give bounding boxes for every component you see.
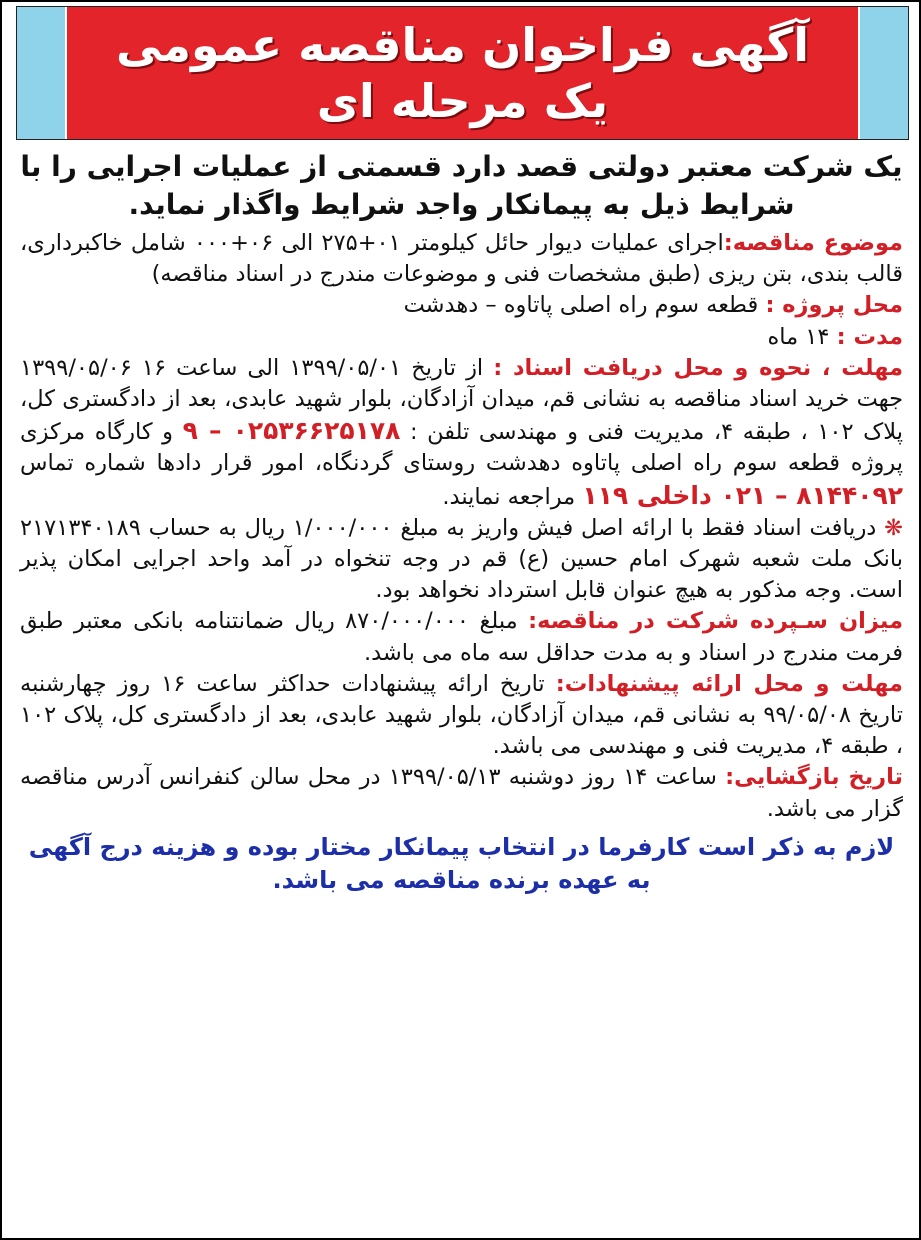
phone-number-tehran-office: ۰۲۵۳۶۶۲۵۱۷۸ – ۹ bbox=[182, 416, 401, 446]
location-section bbox=[20, 290, 903, 321]
deposit-section bbox=[20, 606, 903, 668]
documents-text-2: و کارگاه مرکزی پروژه قطعه سوم راه اصلی پاتاوه دهدشت روستای گردنگاه، امور قرار دادها شماره تماس bbox=[20, 419, 903, 477]
footer-note: لازم به ذکر است کارفرما در انتخاب پیمانکار مختار بوده و هزینه درج آگهی به عهده برنده مناقصه می باشد. bbox=[28, 832, 895, 894]
deposit-text: مبلغ ۸۷۰/۰۰۰/۰۰۰ ریال ضمانتنامه بانکی معتبر طبق فرمت مندرج در اسناد و به مدت حداقل سه ماه می باشد. bbox=[20, 608, 903, 666]
duration-text: ۱۴ ماه bbox=[767, 323, 830, 350]
deposit-label: میزان سـپرده شرکت در مناقصه: bbox=[528, 608, 904, 635]
opening-label: تاریخ بازگشایی: bbox=[725, 764, 904, 791]
proposals-label: مهلت و محل ارائه پیشنهادات: bbox=[555, 670, 903, 697]
documents-section bbox=[20, 353, 903, 513]
subject-section bbox=[20, 228, 903, 290]
proposals-text: تاریخ ارائه پیشنهادات حداکثر ساعت ۱۶ روز چهارشنبه تاریخ ۹۹/۰۵/۰۸ به نشانی قم، میدان آزادگان، بلوار شهید عابدی، بعد از دادگستری کل، پلاک ۱۰۲ ، طبقه ۴، مدیریت فنی و مهندسی می باشد. bbox=[20, 670, 904, 760]
header-banner bbox=[65, 7, 860, 139]
opening-section bbox=[20, 762, 903, 824]
asterisk-icon: ❋ bbox=[884, 514, 904, 541]
duration-label: مدت : bbox=[836, 323, 903, 350]
documents-label: مهلت ، نحوه و محل دریافت اسناد : bbox=[493, 354, 904, 381]
notice-body bbox=[20, 148, 903, 1232]
duration-section bbox=[20, 322, 903, 353]
documents-text-1: از تاریخ ۱۳۹۹/۰۵/۰۱ الی ساعت ۱۶ ۱۳۹۹/۰۵/۰۶ جهت خرید اسناد مناقصه به نشانی قم، میدان آزادگان، بلوار شهید عابدی، بعد از دادگستری کل، پلاک ۱۰۲ ، طبقه ۴، مدیریت فنی و مهندسی تلفن : bbox=[20, 354, 903, 446]
location-text: قطعه سوم راه اصلی پاتاوه – دهدشت bbox=[403, 292, 759, 319]
notice-title: آگهی فراخوان مناقصه عمومی bbox=[116, 18, 809, 72]
notice-subtitle: یک مرحله ای bbox=[316, 74, 609, 128]
note-text: دریافت اسناد فقط با ارائه اصل فیش واریز به مبلغ ۱/۰۰۰/۰۰۰ ریال به حساب ۲۱۷۱۳۴۰۱۸۹ بانک ملت شعبه شهرک امام حسین (ع) قم در وجه تنخواه در آمد واحد اجرایی امکان پذیر است. وجه مذکور به هیچ عنوان قابل استرداد نخواهد بود. bbox=[20, 514, 903, 604]
header-banner-frame bbox=[16, 6, 909, 140]
documents-text-3: مراجعه نمایند. bbox=[442, 483, 576, 510]
note-section bbox=[20, 513, 903, 607]
proposals-section bbox=[20, 669, 903, 763]
subject-label: موضوع مناقصه: bbox=[723, 230, 903, 256]
phone-number-site: ۸۱۴۴۰۹۲ – ۰۲۱ داخلی ۱۱۹ bbox=[582, 480, 903, 510]
subject-text: اجرای عملیات دیوار حائل کیلومتر ۰۱+۲۷۵ الی ۰۶+۰۰۰ شامل خاکبرداری، قالب بندی، بتن ریزی (طبق مشخصات فنی و موضوعات مندرج در اسناد مناقصه) bbox=[20, 230, 903, 288]
location-label: محل پروژه : bbox=[765, 292, 903, 319]
intro-paragraph: یک شرکت معتبر دولتی قصد دارد قسمتی از عملیات اجرایی را با شرایط ذیل به پیمانکار واجد شرایط واگذار نماید. bbox=[20, 150, 903, 221]
opening-text: ساعت ۱۴ روز دوشنبه ۱۳۹۹/۰۵/۱۳ در محل سالن کنفرانس آدرس مناقصه گزار می باشد. bbox=[20, 764, 903, 822]
